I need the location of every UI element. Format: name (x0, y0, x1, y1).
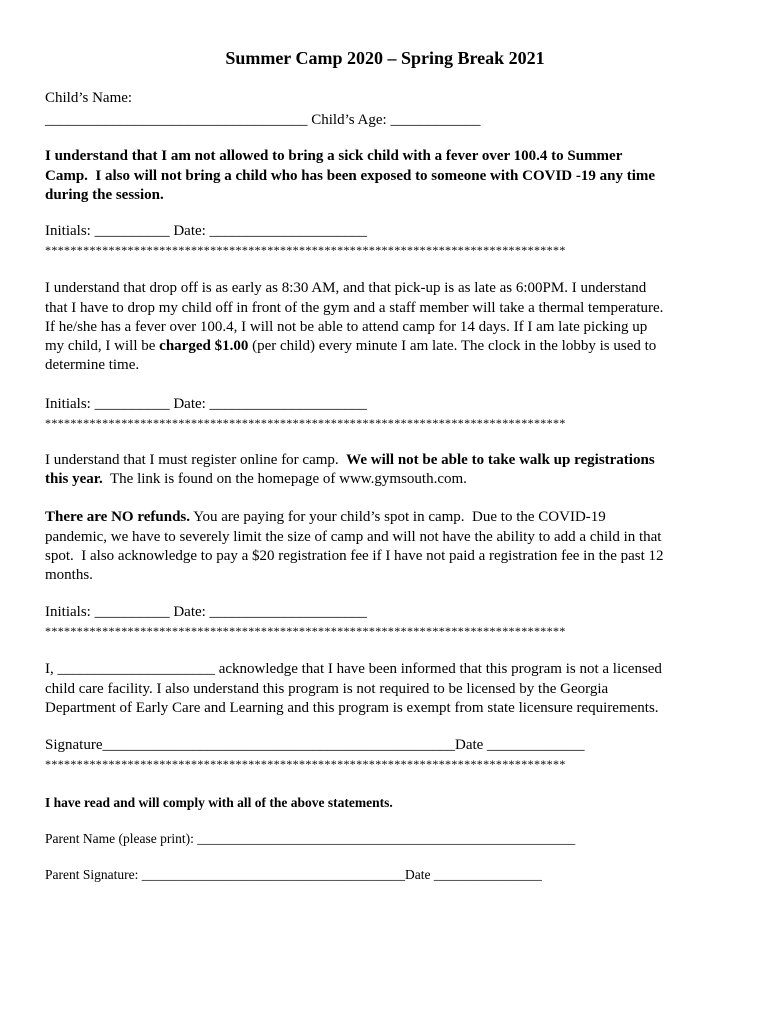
sick-policy-line-3: during the session. (45, 187, 164, 203)
registration-line-1: I understand that I must register online for camp. We will not be able to take walk up registrations (45, 452, 655, 468)
website-text: The link is found on the homepage of www.gymsouth.com. (102, 471, 467, 487)
compliance-statement: I have read and will comply with all of the above statements. (45, 795, 393, 810)
late-fee-text: charged $1.00 (159, 338, 249, 354)
child-info-row (45, 111, 480, 130)
separator-3: ********************************************************************************** (45, 624, 566, 638)
license-line-1[interactable]: I, _____________________ acknowledge that I have been informed that this program is not a licensed (45, 661, 662, 677)
child-name-label: Child’s Name: (45, 90, 133, 106)
dropoff-policy-line-1: I understand that drop off is as early as 8:30 AM, and that pick-up is as late as 6:00PM. I understand (45, 280, 647, 296)
signature-date-field[interactable]: Signature_______________________________________________Date _____________ (45, 737, 585, 753)
child-age-field[interactable]: ____________ (390, 112, 481, 128)
dropoff-policy-line-4: my child, I will be charged $1.00 (per child) every minute I am late. The clock in the lobby is used to (45, 338, 657, 354)
separator-2: ********************************************************************************** (45, 416, 566, 430)
initials-date-field-1[interactable]: Initials: __________ Date: _____________________ (45, 223, 368, 239)
dropoff-policy-line-2: that I have to drop my child off in front of the gym and a staff member will take a thermal temperature. (45, 300, 664, 316)
refund-line-4: months. (45, 567, 93, 583)
initials-date-field-3[interactable]: Initials: __________ Date: _____________________ (45, 604, 368, 620)
parent-name-field[interactable]: Parent Name (please print): ________________________________________________________ (45, 831, 576, 846)
child-age-label: Child’s Age: (307, 112, 391, 128)
sick-policy-line-1: I understand that I am not allowed to bring a sick child with a fever over 100.4 to Summer (45, 148, 623, 164)
refund-line-2: pandemic, we have to severely limit the size of camp and will not have the ability to add a child in that (45, 529, 662, 545)
separator-4: ********************************************************************************** (45, 757, 566, 771)
dropoff-policy-line-5: determine time. (45, 357, 140, 373)
license-line-3: Department of Early Care and Learning and this program is exempt from state licensure requirements. (45, 700, 659, 716)
registration-line-2: this year. The link is found on the homepage of www.gymsouth.com. (45, 471, 467, 487)
no-refunds-text: There are NO refunds. (45, 509, 190, 525)
child-name-field[interactable]: ___________________________________ (45, 112, 308, 128)
refund-line-3: spot. I also acknowledge to pay a $20 registration fee if I have not paid a registration fee in the past 12 (45, 548, 664, 564)
separator-1: ********************************************************************************** (45, 243, 566, 257)
parent-signature-field[interactable]: Parent Signature: _______________________________________Date ________________ (45, 867, 542, 882)
dropoff-policy-line-3: If he/she has a fever over 100.4, I will not be able to attend camp for 14 days. If I am late picking up (45, 319, 648, 335)
sick-policy-line-2: Camp. I also will not bring a child who has been exposed to someone with COVID -19 any time (45, 168, 656, 184)
license-line-2: child care facility. I also understand this program is not required to be licensed by the Georgia (45, 681, 609, 697)
initials-date-field-2[interactable]: Initials: __________ Date: _____________________ (45, 396, 368, 412)
form-title: Summer Camp 2020 – Spring Break 2021 (225, 48, 545, 68)
refund-line-1: There are NO refunds. You are paying for your child’s spot in camp. Due to the COVID-19 (45, 509, 606, 525)
